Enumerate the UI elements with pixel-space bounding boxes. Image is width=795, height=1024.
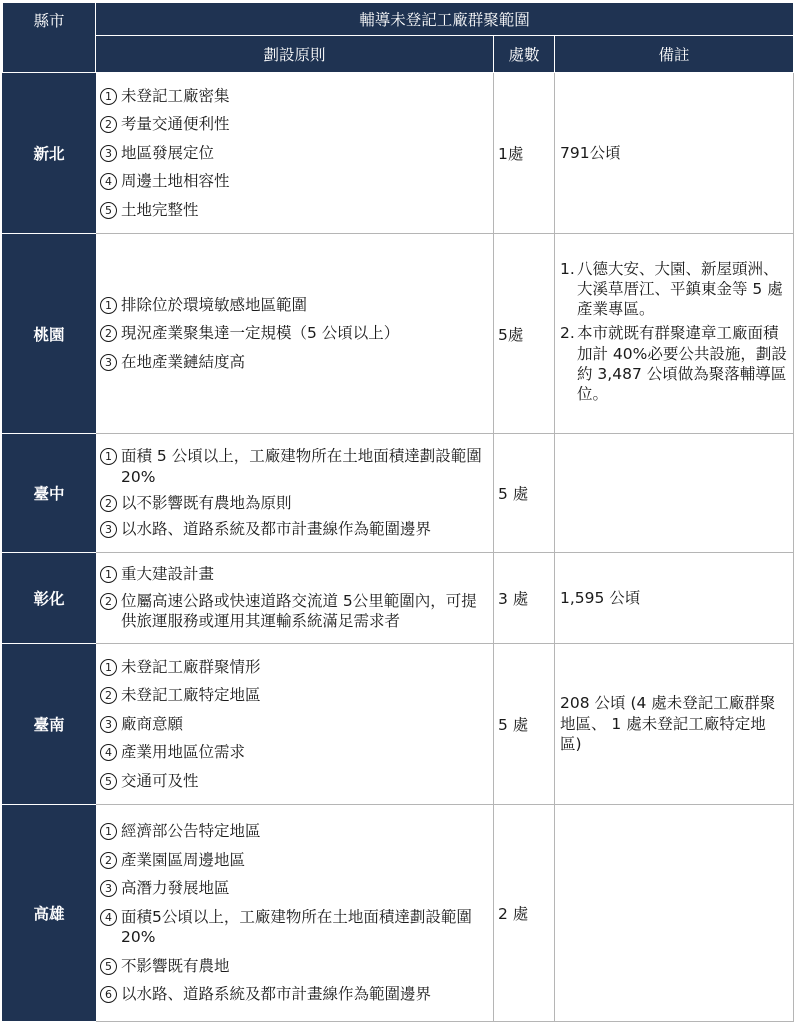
note-cell: 208 公頃 (4 處未登記工廠群聚地區、 1 處未登記工廠特定地區) — [555, 644, 794, 805]
note-cell: 1,595 公頃 — [555, 553, 794, 644]
circled-number-marker: 1 — [100, 823, 117, 840]
count-cell: 1處 — [494, 73, 555, 234]
criteria-item: 1 面積 5 公頃以上，工廠建物所在土地面積達劃設範圍 20% — [100, 446, 490, 487]
circled-number-marker: 4 — [100, 173, 117, 190]
circled-number-marker: 1 — [100, 297, 117, 314]
circled-number-marker: 3 — [100, 521, 117, 538]
circled-number-marker: 3 — [100, 716, 117, 733]
criteria-item: 1 重大建設計畫 — [100, 564, 490, 584]
circled-number-marker: 4 — [100, 744, 117, 761]
note-cell — [555, 234, 794, 434]
count-cell: 5處 — [494, 234, 555, 434]
criteria-item: 6 以水路、道路系統及都市計畫線作為範圍邊界 — [100, 984, 490, 1004]
circled-number-marker: 1 — [100, 659, 117, 676]
criteria-item: 4 面積5公頃以上，工廠建物所在土地面積達劃設範圍20% — [100, 907, 490, 948]
circled-number-marker: 5 — [100, 202, 117, 219]
note-item: 2. 本市就既有群聚違章工廠面積加計 40%必要公共設施，劃設約 3,487 公頃做為聚落輔導區位。 — [560, 324, 787, 403]
note-cell — [555, 805, 794, 1022]
criteria-item: 2 以不影響既有農地為原則 — [100, 493, 490, 513]
criteria-cell — [96, 805, 494, 1022]
criteria-item: 3 以水路、道路系統及都市計畫線作為範圍邊界 — [100, 519, 490, 539]
criteria-item: 1 未登記工廠群聚情形 — [100, 657, 490, 677]
county-cell: 高雄 — [3, 805, 96, 1022]
count-cell: 5 處 — [494, 644, 555, 805]
criteria-item: 3 地區發展定位 — [100, 143, 490, 163]
criteria-item: 1 未登記工廠密集 — [100, 86, 490, 106]
header-county: 縣市 — [3, 3, 96, 73]
note-cell: 791公頃 — [555, 73, 794, 234]
count-cell: 5 處 — [494, 434, 555, 553]
circled-number-marker: 3 — [100, 145, 117, 162]
criteria-cell — [96, 234, 494, 434]
criteria-cell — [96, 553, 494, 644]
criteria-cell — [96, 434, 494, 553]
county-cell: 桃園 — [3, 234, 96, 434]
criteria-item: 4 產業用地區位需求 — [100, 742, 490, 762]
county-cell: 新北 — [3, 73, 96, 234]
note-cell — [555, 434, 794, 553]
circled-number-marker: 5 — [100, 773, 117, 790]
table-row — [3, 644, 794, 805]
circled-number-marker: 2 — [100, 852, 117, 869]
circled-number-marker: 1 — [100, 566, 117, 583]
criteria-item: 2 考量交通便利性 — [100, 114, 490, 134]
count-cell: 3 處 — [494, 553, 555, 644]
circled-number-marker: 2 — [100, 495, 117, 512]
table-row — [3, 234, 794, 434]
circled-number-marker: 2 — [100, 593, 117, 610]
criteria-item: 2 現況產業聚集達一定規模（5 公頃以上） — [100, 323, 490, 343]
circled-number-marker: 6 — [100, 986, 117, 1003]
header-notes: 備註 — [555, 36, 794, 73]
header-group-title: 輔導未登記工廠群聚範圍 — [96, 3, 794, 36]
criteria-item: 5 交通可及性 — [100, 771, 490, 791]
table-row — [3, 73, 794, 234]
criteria-cell — [96, 73, 494, 234]
table-row — [3, 805, 794, 1022]
county-cell: 臺南 — [3, 644, 96, 805]
criteria-cell — [96, 644, 494, 805]
circled-number-marker: 5 — [100, 958, 117, 975]
circled-number-marker: 2 — [100, 116, 117, 133]
circled-number-marker: 2 — [100, 687, 117, 704]
criteria-item: 5 土地完整性 — [100, 200, 490, 220]
header-count: 處數 — [494, 36, 555, 73]
criteria-item: 4 周邊土地相容性 — [100, 171, 490, 191]
count-cell: 2 處 — [494, 805, 555, 1022]
criteria-item: 2 未登記工廠特定地區 — [100, 685, 490, 705]
circled-number-marker: 1 — [100, 448, 117, 465]
criteria-item: 3 高潛力發展地區 — [100, 878, 490, 898]
county-cell: 彰化 — [3, 553, 96, 644]
circled-number-marker: 1 — [100, 88, 117, 105]
criteria-item: 1 排除位於環境敏感地區範圍 — [100, 295, 490, 315]
criteria-item: 5 不影響既有農地 — [100, 956, 490, 976]
document-page — [2, 2, 794, 1022]
header-criteria: 劃設原則 — [96, 36, 494, 73]
criteria-item: 2 產業園區周邊地區 — [100, 850, 490, 870]
table-row — [3, 434, 794, 553]
circled-number-marker: 4 — [100, 909, 117, 926]
note-item: 1. 八德大安、大園、新屋頭洲、大溪草厝江、平鎮東金等 5 處產業專區。 — [560, 260, 783, 319]
circled-number-marker: 3 — [100, 354, 117, 371]
factory-cluster-table — [2, 2, 794, 1022]
criteria-item: 2 位屬高速公路或快速道路交流道 5公里範圍內，可提供旅運服務或運用其運輸系統滿足需求者 — [100, 591, 490, 632]
criteria-item: 3 廠商意願 — [100, 714, 490, 734]
criteria-item: 3 在地產業鏈結度高 — [100, 352, 490, 372]
circled-number-marker: 3 — [100, 880, 117, 897]
table-row — [3, 553, 794, 644]
criteria-item: 1 經濟部公告特定地區 — [100, 821, 490, 841]
circled-number-marker: 2 — [100, 325, 117, 342]
county-cell: 臺中 — [3, 434, 96, 553]
